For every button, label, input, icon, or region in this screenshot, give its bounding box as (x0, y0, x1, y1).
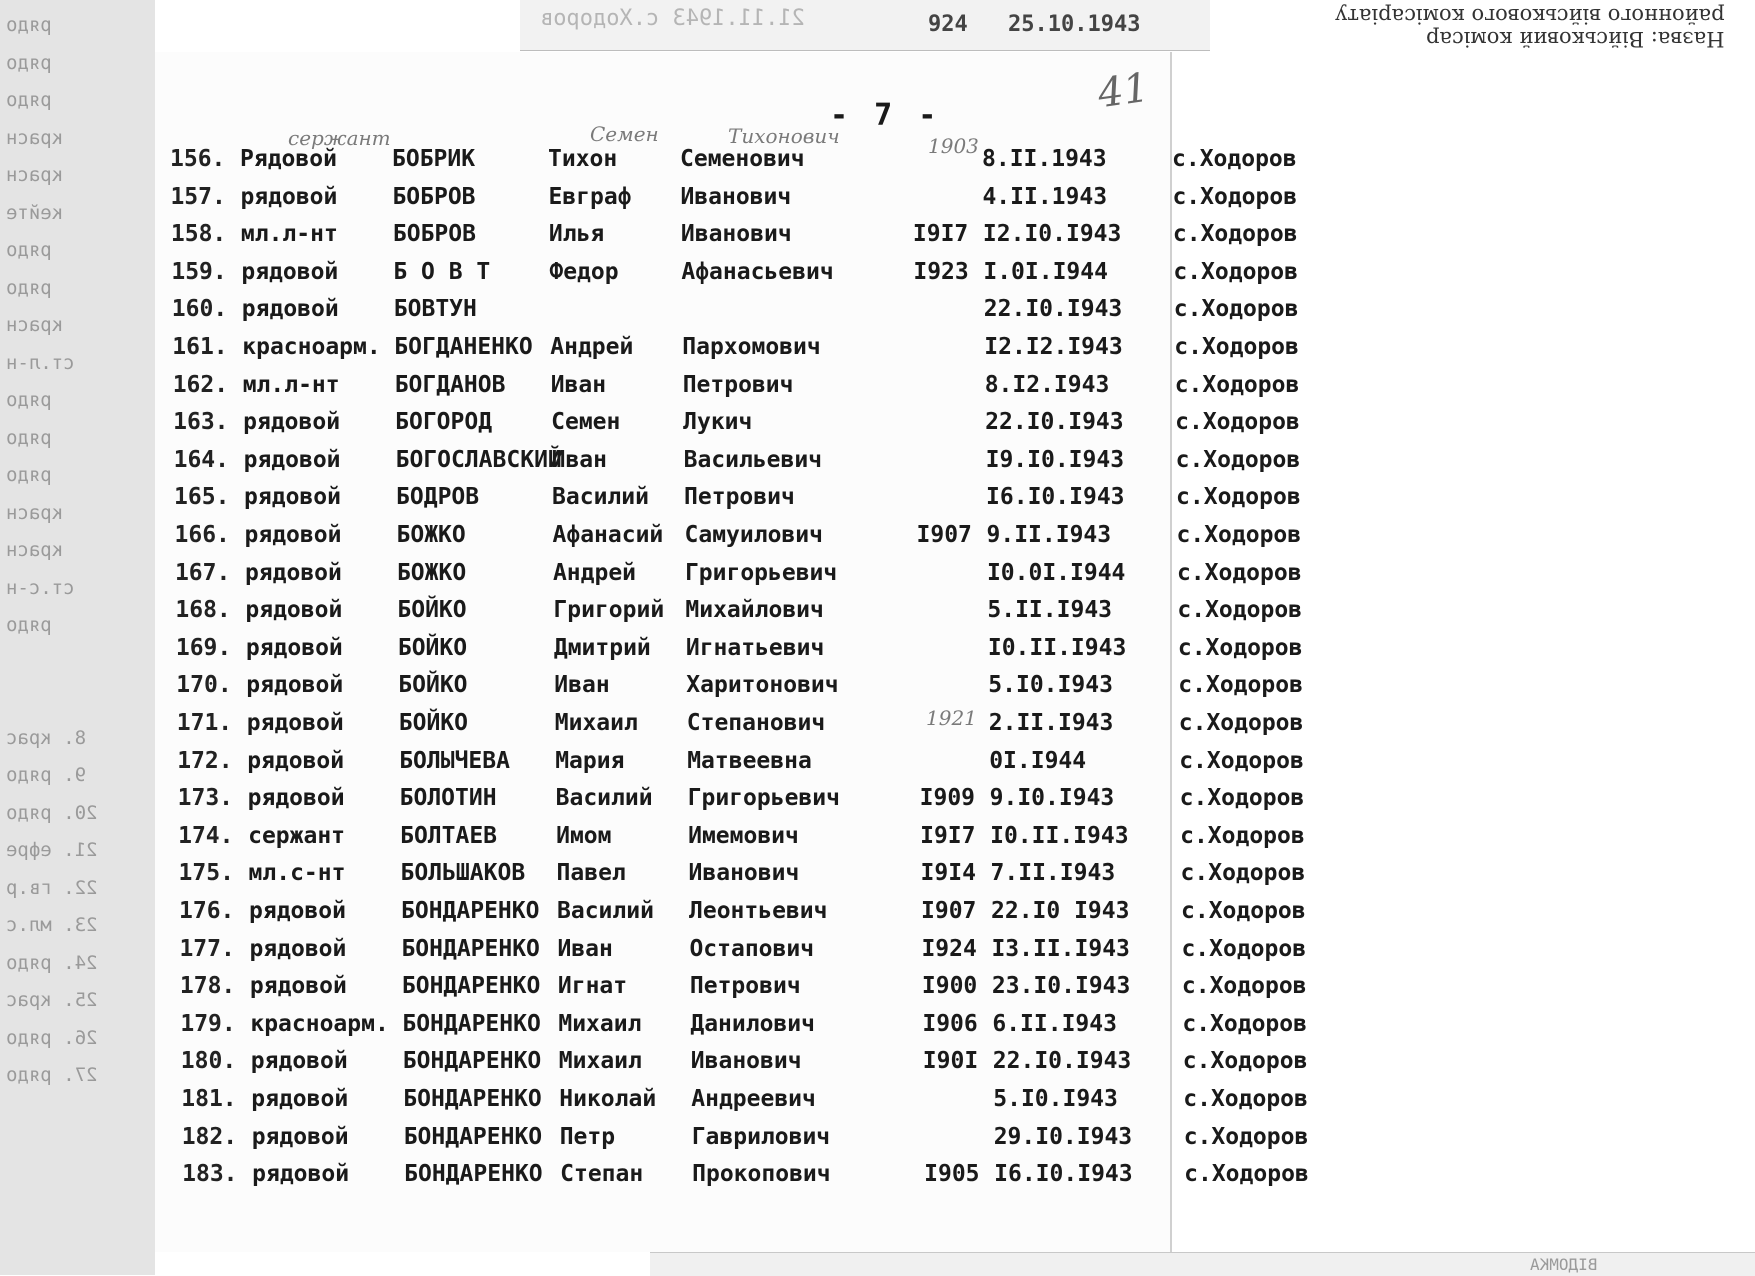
left-strip-text: рядо (6, 89, 52, 111)
entry-birth-year: I923 (913, 258, 969, 285)
entry-birth-year: I900 (921, 973, 978, 1000)
entry-number: 160. (171, 296, 228, 323)
entry-number: 167. (174, 559, 231, 586)
entry-patronymic: Михайлович (685, 597, 824, 624)
entry-number: 172. (177, 747, 233, 774)
entry-rank: рядовой (244, 484, 341, 511)
entry-first-name: Михаил (554, 710, 638, 736)
entry-place: с.Ходоров (1175, 409, 1300, 436)
entry-date: 0I.I944 (989, 747, 1087, 774)
entry-number: 156. (170, 146, 226, 172)
entry-date: 22.I0.I943 (985, 409, 1124, 436)
page-number: - 7 - (830, 98, 941, 133)
entry-birth-year: I9I7 (920, 822, 976, 849)
entry-patronymic: Лукич (683, 409, 753, 436)
entry-patronymic: Харитонович (686, 672, 839, 699)
entry-first-name: Дмитрий (553, 634, 651, 661)
entry-first-name: Тихон (548, 146, 618, 172)
entry-rank: сержант (248, 822, 346, 849)
entry-date: I6.I0.I943 (994, 1161, 1133, 1188)
left-strip-text: красн (6, 501, 64, 524)
left-strip-text: рядо (6, 14, 52, 36)
entry-number: 163. (173, 409, 229, 436)
entry-date: 5.I0.I943 (993, 1086, 1118, 1112)
top-entry-date: 25.10.1943 (1008, 12, 1141, 37)
entry-first-name: Андрей (552, 559, 637, 586)
entry-date: 22.I0 I943 (991, 898, 1130, 924)
entry-number: 181. (181, 1086, 237, 1112)
entry-patronymic: Матвеевна (687, 747, 812, 774)
entry-rank: рядовой (241, 258, 339, 285)
entry-surname: БОЙКО (398, 710, 468, 736)
entry-date: I0.II.I943 (990, 822, 1129, 849)
entry-rank: рядовой (241, 296, 339, 323)
entry-patronymic: Семенович (680, 146, 805, 172)
entry-surname: БОБРОВ (392, 221, 476, 248)
left-strip-text (0, 646, 155, 680)
entry-surname: БОНДАРЕНКО (403, 1086, 542, 1112)
entry-surname: БОБРИК (392, 146, 476, 172)
entry-date: 6.II.I943 (992, 1010, 1117, 1037)
entry-first-name: Николай (559, 1086, 657, 1112)
entry-date: 8.II.1943 (982, 146, 1107, 172)
entry-place: с.Ходоров (1172, 221, 1298, 248)
entry-surname: БОЛТАЕВ (400, 822, 498, 849)
entry-date: I6.I0.I943 (986, 484, 1125, 511)
top-adjacent-page (520, 0, 1210, 51)
top-right-line-2: Назва: Військовий комісар (1426, 27, 1725, 51)
left-strip-text: красн (6, 314, 64, 336)
entry-rank: рядовой (244, 522, 342, 548)
entry-first-name: Иван (557, 935, 613, 962)
left-strip-text: 23. мл.с (6, 914, 98, 936)
entry-place: с.Ходоров (1180, 860, 1306, 887)
entry-first-name: Афанасий (552, 522, 664, 548)
handwritten-year-note-156: 1903 (928, 134, 979, 158)
entry-rank: рядовой (244, 559, 342, 586)
entry-surname: БОНДАРЕНКО (401, 898, 540, 924)
entry-birth-year: I90I (922, 1048, 979, 1075)
entry-patronymic: Григорьевич (687, 785, 840, 812)
entry-surname: БОНДАРЕНКО (402, 1048, 542, 1075)
entry-patronymic: Андреевич (691, 1086, 816, 1112)
entry-patronymic: Иванович (680, 221, 792, 248)
entry-rank: рядовой (245, 597, 343, 624)
entry-patronymic: Имемович (688, 822, 799, 849)
left-adjacent-page (0, 0, 155, 1275)
entry-rank: мл.л-нт (242, 371, 340, 398)
entry-first-name: Григорий (553, 597, 665, 624)
entry-number: 180. (180, 1048, 237, 1075)
entry-place: с.Ходоров (1172, 146, 1297, 172)
entry-number: 183. (182, 1161, 238, 1188)
entry-patronymic: Петрович (682, 371, 794, 398)
entry-number: 165. (174, 484, 230, 511)
entry-place: с.Ходоров (1173, 258, 1298, 285)
entry-first-name: Михаил (558, 1048, 642, 1075)
entry-place: с.Ходоров (1181, 973, 1307, 1000)
left-strip-text: кейте (6, 201, 64, 224)
bottom-adjacent-page (650, 1252, 1755, 1276)
entry-date: I3.II.I943 (991, 935, 1130, 962)
entry-number: 170. (176, 672, 232, 699)
left-strip-text: 24. рядо (6, 951, 98, 974)
entry-rank: рядовой (247, 747, 345, 774)
entry-date: 22.I0.I943 (992, 1048, 1132, 1075)
entry-rank: рядовой (246, 672, 344, 699)
entry-patronymic: Петрович (684, 484, 795, 511)
entry-rank: рядовой (245, 634, 343, 661)
bottom-ghost-text: ВІДОМКА (1530, 1255, 1598, 1274)
entry-place: с.Ходоров (1173, 296, 1299, 323)
left-strip-text: красн (6, 126, 64, 149)
entry-surname: БОЙКО (397, 634, 468, 661)
handwritten-pat-note: Тихонович (728, 124, 840, 148)
entry-rank: рядовой (249, 973, 347, 1000)
entry-place: с.Ходоров (1181, 935, 1307, 962)
entry-place: с.Ходоров (1183, 1086, 1308, 1112)
entry-place: с.Ходоров (1176, 522, 1302, 548)
left-strip-text: 8. крас (6, 726, 87, 749)
entry-date: 2.II.I943 (988, 710, 1114, 736)
entry-patronymic: Прокопович (692, 1161, 831, 1188)
entry-first-name: Евграф (548, 183, 632, 210)
entry-rank: рядовой (252, 1161, 350, 1188)
entry-patronymic: Игнатьевич (685, 634, 825, 661)
left-strip-text: 25. крас (6, 989, 98, 1011)
entry-rank: Рядовой (240, 146, 337, 172)
entry-patronymic: Самуилович (684, 522, 823, 548)
entry-date: 29.I0.I943 (993, 1123, 1133, 1150)
entry-date: 9.II.I943 (986, 522, 1112, 548)
entry-first-name: Василий (552, 484, 649, 511)
entry-surname: БОБРОВ (392, 183, 476, 210)
entry-place: с.Ходоров (1177, 634, 1303, 661)
entry-surname: БОГОРОД (395, 409, 493, 436)
entry-date: I.0I.I944 (983, 258, 1108, 285)
entry-first-name: Иван (554, 672, 610, 699)
entry-surname: БОЖКО (396, 559, 467, 586)
entry-patronymic: Степанович (686, 710, 826, 736)
entry-place: с.Ходоров (1184, 1161, 1309, 1188)
entry-surname: БОЛОТИН (399, 785, 497, 812)
left-strip-text (0, 683, 155, 717)
left-strip-text: рядо (6, 614, 52, 636)
entry-first-name: Иван (551, 446, 607, 473)
left-strip-text: рядо (6, 276, 52, 299)
entry-place: с.Ходоров (1182, 1048, 1308, 1075)
entry-first-name: Михаил (558, 1010, 642, 1037)
entry-surname: БОНДАРЕНКО (402, 1010, 541, 1037)
entry-number: 169. (175, 634, 232, 661)
entry-date: I9.I0.I943 (985, 446, 1125, 473)
entry-place: с.Ходоров (1174, 371, 1300, 398)
entry-surname: БОНДАРЕНКО (403, 1123, 543, 1150)
entry-place: с.Ходоров (1178, 672, 1303, 699)
entry-number: 182. (181, 1123, 238, 1150)
entry-patronymic: Григорьевич (684, 559, 838, 586)
left-strip-text: рядо (6, 426, 52, 449)
entry-first-name: Имом (556, 822, 612, 849)
entry-first-name: Игнат (557, 973, 628, 1000)
entry-surname: БОЛЬШАКОВ (400, 860, 526, 887)
handwritten-rank-note: сержант (288, 126, 391, 150)
entry-number: 177. (179, 935, 235, 962)
entry-number: 171. (176, 710, 233, 736)
left-strip-text: 9. рядо (6, 764, 87, 786)
entry-first-name: Федор (549, 258, 619, 285)
left-strip-text: ст.л-н (6, 351, 75, 374)
entry-surname: БОГОСЛАВСКИЙ (395, 446, 562, 473)
entry-number: 157. (170, 183, 226, 210)
left-strip-text: красн (6, 164, 64, 186)
entry-surname: БОВТУН (393, 296, 477, 323)
entry-patronymic: Васильевич (683, 446, 823, 473)
entry-first-name: Илья (548, 221, 605, 248)
left-strip-text: ст.с-н (6, 576, 75, 599)
entry-place: с.Ходоров (1172, 183, 1298, 210)
entry-surname: БОНДАРЕНКО (404, 1161, 543, 1188)
entry-first-name: Петр (559, 1123, 616, 1150)
entry-number: 158. (170, 221, 227, 248)
entry-rank: рядовой (249, 898, 346, 924)
entry-rank: рядовой (240, 183, 338, 210)
entry-surname: Б О В Т (393, 258, 491, 285)
entry-patronymic: Иванович (690, 1048, 802, 1075)
entry-rank: рядовой (250, 1048, 348, 1075)
entry-place: с.Ходоров (1181, 898, 1306, 924)
entry-place: с.Ходоров (1182, 1010, 1307, 1037)
entry-place: с.Ходоров (1179, 785, 1305, 812)
entry-first-name: Семен (551, 409, 621, 436)
entry-place: с.Ходоров (1179, 747, 1304, 774)
entry-first-name: Степан (560, 1161, 644, 1188)
entry-patronymic: Остапович (689, 935, 815, 962)
handwritten-first-note: Семен (590, 122, 659, 146)
top-right-line-1: районного військового комісаріату (1335, 4, 1725, 28)
entry-birth-year: I9I7 (912, 221, 969, 248)
top-right-header-fragment (1210, 0, 1755, 50)
entry-date: 8.I2.I943 (984, 371, 1110, 398)
entry-number: 162. (172, 371, 229, 398)
entry-first-name: Павел (556, 860, 626, 887)
entry-birth-year: I924 (921, 935, 977, 962)
entry-rank: мл.с-нт (248, 860, 346, 887)
entry-number: 168. (175, 597, 231, 624)
entry-date: 5.II.I943 (987, 597, 1113, 624)
entry-date: I2.I2.I943 (984, 334, 1123, 360)
entry-number: 178. (179, 973, 236, 1000)
entry-date: I0.II.I943 (987, 634, 1127, 661)
entry-patronymic: Афанасьевич (681, 258, 834, 285)
entry-rank: красноарм. (242, 334, 381, 360)
entry-number: 176. (179, 898, 235, 924)
entry-surname: БОЖКО (396, 522, 466, 548)
entry-patronymic: Гаврилович (691, 1123, 831, 1150)
entry-date: 5.I0.I943 (988, 672, 1113, 699)
entry-rank: красноарм. (250, 1010, 389, 1037)
handwritten-year-note-171: 1921 (926, 706, 977, 730)
left-strip-text: 20. рядо (6, 801, 98, 824)
left-strip-text: красн (6, 539, 64, 561)
entry-patronymic: Иванович (680, 183, 792, 210)
entry-rank: рядовой (243, 446, 341, 473)
entry-number: 164. (173, 446, 229, 473)
entry-date: 9.I0.I943 (989, 785, 1115, 812)
entry-surname: БОНДАРЕНКО (401, 935, 540, 962)
entry-number: 173. (177, 785, 234, 812)
entry-rank: рядовой (249, 935, 347, 962)
entry-patronymic: Иванович (688, 860, 800, 887)
entry-birth-year: I9I4 (920, 860, 976, 887)
entry-place: с.Ходоров (1177, 597, 1303, 624)
folio-number: 41 (1095, 64, 1152, 118)
entry-patronymic: Пархомович (682, 334, 821, 360)
entry-place: с.Ходоров (1180, 822, 1305, 849)
entry-birth-year: I909 (919, 785, 976, 812)
left-strip-text: рядо (6, 464, 52, 486)
entry-number: 179. (180, 1010, 236, 1037)
entry-number: 174. (178, 822, 234, 849)
entry-first-name: Иван (550, 371, 607, 398)
entry-place: с.Ходоров (1178, 710, 1304, 736)
entry-rank: рядовой (243, 409, 341, 436)
entry-rank: рядовой (251, 1123, 349, 1150)
entry-date: 23.I0.I943 (991, 973, 1131, 1000)
entry-birth-year: I907 (916, 522, 972, 548)
entry-surname: БОЛЫЧЕВА (399, 747, 510, 774)
top-ghost-text: 21.11.1943 с.Ходоров (540, 6, 805, 31)
entry-patronymic: Леонтьевич (689, 898, 828, 924)
entry-place: с.Ходоров (1183, 1123, 1309, 1150)
left-strip-text: 26. рядо (6, 1026, 98, 1049)
left-strip-text: рядо (6, 239, 52, 261)
top-entry-number: 924 (928, 12, 968, 37)
entry-birth-year: I906 (922, 1010, 978, 1037)
entry-date: 22.I0.I943 (983, 296, 1123, 323)
entry-patronymic: Петрович (689, 973, 801, 1000)
entry-rank: мл.л-нт (240, 221, 338, 248)
entry-surname: БОЙКО (398, 672, 468, 699)
entry-rank: рядовой (251, 1086, 349, 1112)
entry-number: 161. (172, 334, 228, 360)
left-strip-text: 22. гв.р (6, 876, 98, 899)
entry-date: I2.I0.I943 (982, 221, 1122, 248)
entry-place: с.Ходоров (1174, 334, 1299, 360)
entry-surname: БОГДАНЕНКО (394, 334, 533, 360)
entry-date: 4.II.1943 (982, 183, 1108, 210)
left-strip-text: 21. ефре (6, 839, 98, 861)
entry-first-name: Василий (555, 785, 653, 812)
entry-rank: рядовой (246, 710, 344, 736)
entry-date: I0.0I.I944 (986, 559, 1126, 586)
entry-rank: рядовой (247, 785, 345, 812)
left-strip-text: 27. рядо (6, 1064, 98, 1086)
entry-birth-year: I905 (924, 1161, 980, 1188)
left-strip-text: рядо (6, 51, 52, 74)
entry-first-name: Мария (555, 747, 625, 774)
entry-number: 175. (178, 860, 234, 887)
entry-first-name: Василий (557, 898, 654, 924)
entry-birth-year: I907 (921, 898, 977, 924)
entry-surname: БОДРОВ (396, 484, 480, 511)
entry-place: с.Ходоров (1175, 446, 1301, 473)
entry-first-name: Андрей (550, 334, 634, 360)
entry-surname: БОНДАРЕНКО (401, 973, 541, 1000)
entry-surname: БОГДАНОВ (394, 371, 506, 398)
entry-surname: БОЙКО (397, 597, 467, 624)
entry-number: 159. (171, 258, 227, 285)
entry-place: с.Ходоров (1176, 484, 1301, 511)
left-strip-text: рядо (6, 389, 52, 411)
entry-patronymic: Данилович (690, 1010, 815, 1037)
entry-date: 7.II.I943 (990, 860, 1116, 887)
entry-number: 166. (174, 522, 230, 548)
entry-place: с.Ходоров (1176, 559, 1302, 586)
